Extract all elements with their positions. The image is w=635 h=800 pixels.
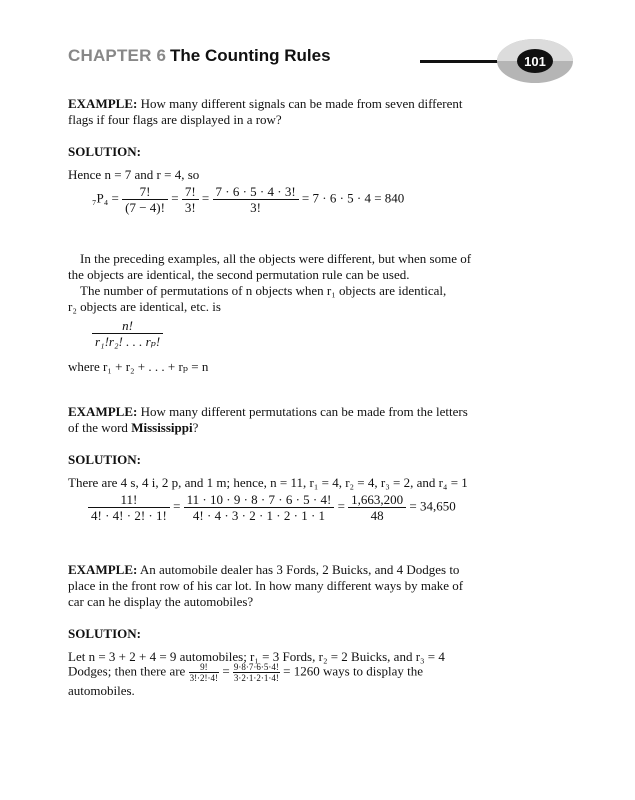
example1-text-line2: flags if four flags are displayed in a row? xyxy=(68,112,282,127)
example3-text-line2: place in the front row of his car lot. In how many different ways by make of xyxy=(68,578,464,593)
rule-line3: The number of permutations of n objects when r₁ objects are identical, xyxy=(80,283,447,298)
example2-equation: $\frac{11!}{4! \cdot 4! \cdot 2! \cdot 1!}$ = $\frac{11 \cdot 10 \cdot 9 \cdot 8 \cdot 7 \cdot 6 \cdot 5 \cdot 4!}{4! \cdot 4 \cdot 3 \cdot 2 \cdot 1 \cdot 2 \cdot 1 \cdot 1}$ = $\frac{1,663,200}{48}$ = 34,650 xyxy=(88,492,456,523)
rule-line4: r₂ objects are identical, etc. is xyxy=(68,299,221,314)
example1-solution-label: SOLUTION: xyxy=(68,144,141,159)
example3-line2a: Dodges; then there are xyxy=(68,663,186,679)
example3-text-line3: car can he display the automobiles? xyxy=(68,594,254,609)
rule-line2: the objects are identical, the second permutation rule can be used. xyxy=(68,267,410,282)
fraction-denominator: 3! xyxy=(250,200,261,215)
example2-label: EXAMPLE: xyxy=(68,404,138,419)
example3-text-line1: An automobile dealer has 3 Fords, 2 Buicks, and 4 Dodges to xyxy=(139,562,460,577)
chapter-title: The Counting Rules xyxy=(170,46,331,65)
fraction-denominator: 4! · 4 · 3 · 2 · 1 · 2 · 1 · 1 xyxy=(192,508,326,523)
permutation-lhs: ₇P₄ = xyxy=(92,190,119,206)
example2-result: = 34,650 xyxy=(409,498,456,514)
chapter-label: CHAPTER 6 xyxy=(68,46,167,65)
fraction-numerator: 7! xyxy=(122,184,168,200)
rule-where: where r₁ + r₂ + . . . + rₚ = n xyxy=(68,359,209,374)
example3-label: EXAMPLE: xyxy=(68,562,138,577)
example1-equation: ₇P₄ = $\frac{7!}{(7 - 4)!}$ = $\frac{7!}{3!}$ = $\frac{7 \cdot 6 \cdot 5 \cdot 4 \cdot 3!}{3!}$ = 7 · 6 · 5 · 4 = 840 xyxy=(92,184,405,215)
page-number: 101 xyxy=(524,54,546,69)
rule-formula xyxy=(92,318,163,349)
fraction-denominator: 3·2·1·2·1·4! xyxy=(233,673,279,683)
fraction-numerator: 11! xyxy=(88,492,170,508)
formula-denominator: r₁!r₂! . . . rₚ! xyxy=(95,334,161,349)
fraction-numerator: 1,663,200 xyxy=(348,492,406,508)
example3-line2b: = 1260 ways to display the xyxy=(283,663,423,679)
example2-word: Mississippi xyxy=(131,420,193,435)
fraction-denominator: 4! · 4! · 2! · 1! xyxy=(91,508,167,523)
fraction-numerator: 9·8·7·6·5·4! xyxy=(233,662,279,672)
example2-text-line2b: ? xyxy=(192,420,199,435)
fraction-numerator: 11 · 10 · 9 · 8 · 7 · 6 · 5 · 4! xyxy=(184,492,335,508)
example1-label: EXAMPLE: xyxy=(68,96,138,111)
example2-line: There are 4 s, 4 i, 2 p, and 1 m; hence, n = 11, r₁ = 4, r₂ = 4, r₃ = 2, and r₄ = 1 xyxy=(68,475,468,490)
rule-line1: In the preceding examples, all the objects were different, but when some of xyxy=(80,251,472,266)
fraction-numerator: 9! xyxy=(189,662,220,673)
example1-text-line1: How many different signals can be made from seven different xyxy=(140,96,463,111)
formula-numerator: n! xyxy=(92,318,163,334)
example3-line1: Let n = 3 + 2 + 4 = 9 automobiles; r₁ = 3 Fords, r₂ = 2 Buicks, and r₃ = 4 xyxy=(68,649,445,664)
example1-result: = 7 · 6 · 5 · 4 = 840 xyxy=(301,190,405,206)
fraction-denominator: 48 xyxy=(370,508,384,523)
page-number-badge xyxy=(420,36,580,86)
example3-solution-label: SOLUTION: xyxy=(68,626,141,641)
example3-line2: Dodges; then there are $\frac{9!}{3!\cdot 2!\cdot 4!}$ = $\frac{9\cdot 8\cdot 7\cdot 6\cdot 5\cdot 4!}{3\cdot 2\cdot 1\cdot 2\cdot 1\cdot 4!}$ = 1260 ways to display the xyxy=(68,662,423,683)
example3-line3: automobiles. xyxy=(68,683,135,698)
example2-solution-label: SOLUTION: xyxy=(68,452,141,467)
fraction-denominator: 3!·2!·4! xyxy=(189,673,219,683)
fraction-denominator: 3! xyxy=(184,200,196,215)
example2-text-line2a: of the word xyxy=(68,420,128,435)
fraction-numerator: 7 · 6 · 5 · 4 · 3! xyxy=(213,184,299,200)
example1-hence: Hence n = 7 and r = 4, so xyxy=(68,167,200,182)
fraction-denominator: (7 − 4)! xyxy=(125,200,165,215)
fraction-numerator: 7! xyxy=(182,184,199,200)
example2-text-line1: How many different permutations can be made from the letters xyxy=(140,404,468,419)
